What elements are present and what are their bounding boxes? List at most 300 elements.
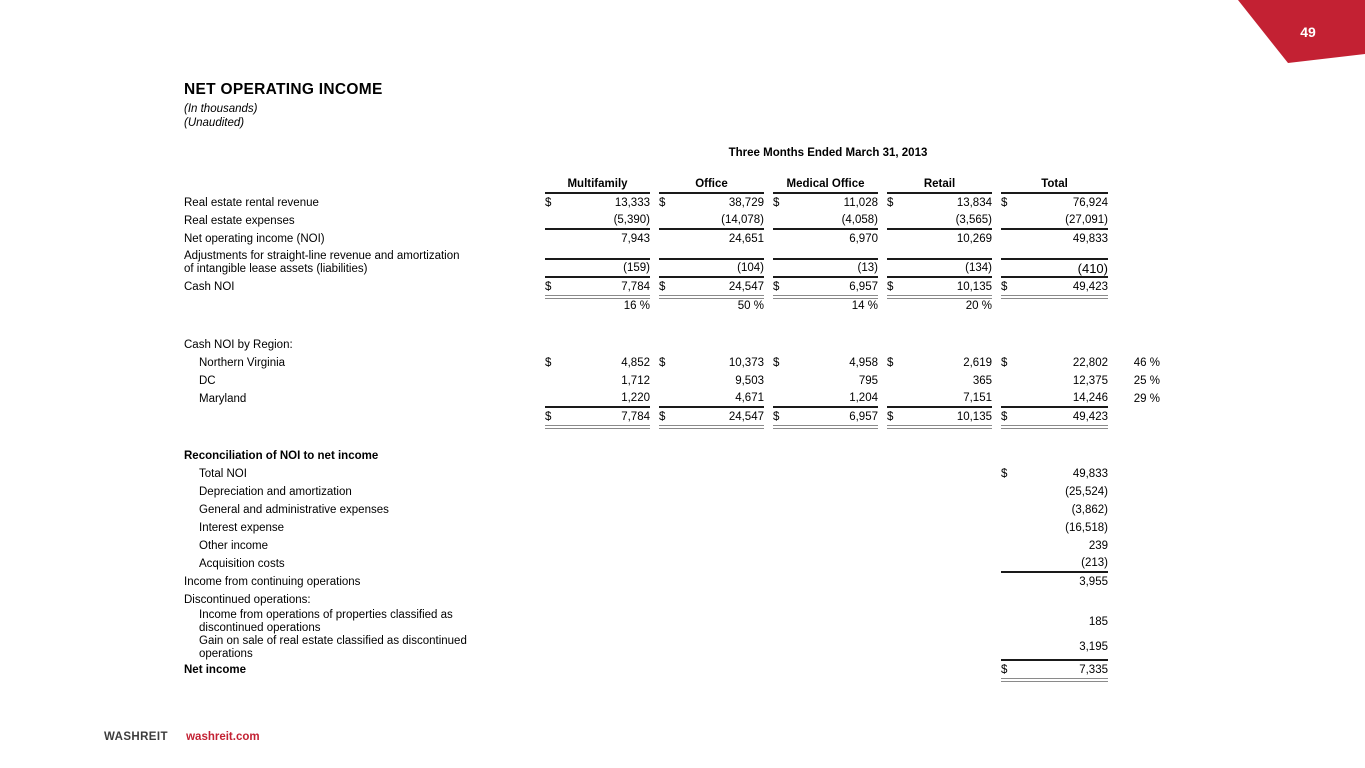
cell-value: 10,135 (956, 410, 992, 423)
money-cell (536, 354, 650, 372)
money-cell-box (773, 258, 878, 278)
dollar-sign: $ (545, 410, 552, 423)
money-cell-box (545, 212, 650, 230)
cell-value: 1,204 (849, 392, 878, 404)
column-header-cell (764, 176, 878, 194)
dollar-sign: $ (887, 197, 894, 209)
percent-value (1108, 408, 1160, 426)
money-cell (878, 519, 992, 537)
column-header-label: Office (695, 178, 728, 190)
money-cell (536, 465, 650, 483)
row-label: Net income (184, 663, 246, 676)
table-row (184, 591, 1160, 609)
money-cell (536, 501, 650, 519)
money-cell (536, 390, 650, 408)
money-cell (992, 336, 1108, 354)
money-cell (764, 555, 878, 573)
cell-value: 11,028 (843, 197, 878, 209)
cell-value: 49,833 (1072, 233, 1108, 245)
money-cell-box (659, 354, 764, 372)
table-row (184, 635, 1160, 661)
dollar-sign: $ (1001, 197, 1008, 209)
money-cell-box (1001, 465, 1108, 483)
column-header-label: Medical Office (786, 178, 865, 190)
money-cell-box (1001, 537, 1108, 555)
money-cell (536, 278, 650, 296)
row-label: DC (199, 374, 216, 387)
table-row (184, 555, 1160, 573)
dollar-sign: $ (659, 357, 666, 369)
money-cell-box (1001, 278, 1108, 296)
dollar-sign: $ (887, 410, 894, 423)
money-cell (650, 609, 764, 635)
money-cell (878, 573, 992, 591)
column-header-cell (878, 176, 992, 194)
money-cell (878, 408, 992, 426)
dollar-sign: $ (659, 197, 666, 209)
row-label: Maryland (199, 392, 247, 405)
money-cell-box (773, 354, 878, 372)
money-cell (536, 212, 650, 230)
money-cell (650, 336, 764, 354)
money-cell (992, 591, 1108, 609)
row-label (184, 248, 536, 278)
money-cell (536, 573, 650, 591)
cell-value: 185 (1088, 616, 1108, 628)
cell-value: (104) (737, 262, 764, 274)
table-row (184, 248, 1160, 278)
money-cell-box (545, 372, 650, 390)
money-cell (650, 230, 764, 248)
cell-value: (27,091) (1065, 214, 1108, 226)
money-cell-box (1001, 573, 1108, 591)
money-cell (878, 336, 992, 354)
row-label-line2: discontinued operations (199, 622, 321, 634)
money-cell-box (659, 212, 764, 230)
money-cell (764, 278, 878, 296)
cell-value: 3,195 (1079, 641, 1108, 653)
money-cell (992, 248, 1108, 278)
cell-value: (5,390) (613, 214, 650, 226)
money-cell (992, 212, 1108, 230)
money-cell (878, 555, 992, 573)
cell-value: 365 (972, 375, 992, 387)
table-row (184, 194, 1160, 212)
money-cell (878, 248, 992, 278)
row-label: Discontinued operations: (184, 593, 311, 606)
row-label-line2: operations (199, 648, 253, 660)
money-cell (764, 483, 878, 501)
money-cell (878, 354, 992, 372)
money-cell (650, 661, 764, 679)
cell-value: 20 % (965, 299, 992, 312)
money-cell-box (545, 230, 650, 248)
dollar-sign: $ (545, 357, 552, 369)
money-cell (764, 194, 878, 212)
row-label: Real estate expenses (184, 214, 295, 227)
percent-value (1108, 194, 1160, 212)
table-row (184, 483, 1160, 501)
cell-value: 6,957 (849, 410, 878, 423)
money-cell (878, 194, 992, 212)
page-footer (104, 731, 260, 743)
money-cell (764, 519, 878, 537)
money-cell (650, 212, 764, 230)
cell-value: 50 % (737, 299, 764, 312)
money-cell (764, 390, 878, 408)
row-label: Interest expense (199, 521, 285, 534)
page-number: 49 (1300, 24, 1316, 40)
cell-value: 795 (858, 375, 878, 387)
money-cell-box (659, 258, 764, 278)
money-cell (764, 372, 878, 390)
money-cell-box (1001, 408, 1108, 426)
money-cell (764, 230, 878, 248)
table-row (184, 465, 1160, 483)
money-cell (992, 447, 1108, 465)
money-cell (992, 555, 1108, 573)
cell-value: 2,619 (963, 357, 992, 369)
row-label: Reconciliation of NOI to net income (184, 449, 379, 462)
money-cell (878, 390, 992, 408)
money-cell-box (545, 390, 650, 408)
money-cell (878, 483, 992, 501)
money-cell (992, 230, 1108, 248)
money-cell-box (1001, 661, 1108, 679)
money-cell (650, 635, 764, 661)
footer-website-link[interactable]: washreit.com (186, 731, 260, 743)
percent-value (1108, 230, 1160, 248)
row-label: Acquisition costs (199, 557, 285, 570)
dollar-sign: $ (887, 357, 894, 369)
table-row (184, 501, 1160, 519)
money-cell-box (773, 212, 878, 230)
money-cell (650, 519, 764, 537)
cell-value: 16 % (623, 299, 650, 312)
money-cell-box (1001, 390, 1108, 408)
row-label: Net operating income (NOI) (184, 232, 325, 245)
cell-value: 10,269 (956, 233, 992, 245)
money-cell (764, 609, 878, 635)
dollar-sign: $ (773, 280, 780, 293)
money-cell (764, 336, 878, 354)
money-cell (536, 635, 650, 661)
money-cell (878, 591, 992, 609)
percent-value (1108, 483, 1160, 501)
money-cell-box (887, 212, 992, 230)
money-cell (992, 573, 1108, 591)
money-cell (536, 336, 650, 354)
cell-value: 13,834 (956, 197, 992, 209)
money-cell (992, 519, 1108, 537)
cell-value: 9,503 (735, 375, 764, 387)
table-row (184, 609, 1160, 635)
money-cell (536, 591, 650, 609)
money-cell-box (887, 194, 992, 212)
money-cell (878, 501, 992, 519)
money-cell (878, 447, 992, 465)
money-cell-box (1001, 519, 1108, 537)
column-header (545, 176, 650, 194)
cell-value: 7,784 (621, 410, 650, 423)
money-cell (878, 537, 992, 555)
cell-value: 6,957 (849, 280, 878, 293)
dollar-sign: $ (773, 410, 780, 423)
percent-value: 46 % (1133, 357, 1160, 369)
money-cell (764, 212, 878, 230)
money-cell (992, 372, 1108, 390)
cell-value: 12,375 (1072, 375, 1108, 387)
cell-value: 4,671 (735, 392, 764, 404)
subtitle-in-thousands: (In thousands) (184, 103, 258, 115)
money-cell (650, 408, 764, 426)
row-label: Total NOI (199, 467, 247, 480)
cell-value: 24,651 (728, 233, 764, 245)
cell-value: (213) (1081, 557, 1108, 569)
money-cell-box (545, 278, 650, 296)
cell-value: 7,943 (621, 233, 650, 245)
money-cell (650, 483, 764, 501)
money-cell-box (659, 408, 764, 426)
percent-value (1108, 296, 1160, 315)
table-row (184, 573, 1160, 591)
table-row (184, 661, 1160, 679)
money-cell (536, 661, 650, 679)
cell-value: 49,423 (1072, 410, 1108, 423)
money-cell-box (887, 408, 992, 426)
percent-header-spacer (1108, 176, 1160, 194)
money-cell (536, 248, 650, 278)
cell-value: (25,524) (1065, 486, 1108, 498)
column-header (659, 176, 764, 194)
money-cell (992, 635, 1108, 661)
money-cell-box (887, 354, 992, 372)
row-label-line1: Adjustments for straight-line revenue and amortization (184, 250, 460, 262)
money-cell (992, 408, 1108, 426)
money-cell (650, 248, 764, 278)
money-cell (764, 501, 878, 519)
money-cell-box (545, 354, 650, 372)
table-row (184, 354, 1160, 372)
money-cell (536, 555, 650, 573)
money-cell-box (773, 230, 878, 248)
money-cell (650, 390, 764, 408)
money-cell (536, 519, 650, 537)
money-cell-box (545, 408, 650, 426)
dollar-sign: $ (545, 280, 552, 293)
money-cell (764, 465, 878, 483)
percent-value (1108, 573, 1160, 591)
table-row (184, 447, 1160, 465)
dollar-sign: $ (773, 197, 780, 209)
money-cell (878, 212, 992, 230)
table-row (184, 519, 1160, 537)
money-cell-box (773, 278, 878, 296)
percent-value (1108, 591, 1160, 609)
dollar-sign: $ (659, 280, 666, 293)
cell-value: (14,078) (721, 214, 764, 226)
money-cell (536, 194, 650, 212)
row-label: Other income (199, 539, 269, 552)
percent-value: 29 % (1133, 393, 1160, 405)
subtitle-unaudited: (Unaudited) (184, 117, 245, 129)
money-cell (650, 537, 764, 555)
money-cell (878, 372, 992, 390)
money-cell-box (659, 278, 764, 296)
money-cell (992, 483, 1108, 501)
money-cell (536, 372, 650, 390)
row-label (184, 635, 536, 661)
cell-value: 14 % (851, 299, 878, 312)
percent-value (1108, 278, 1160, 296)
cell-value: (13) (857, 262, 878, 274)
cell-value: 7,335 (1079, 663, 1108, 676)
row-label: Cash NOI by Region: (184, 338, 293, 351)
row-label: Real estate rental revenue (184, 196, 319, 209)
money-cell (878, 609, 992, 635)
money-cell (992, 390, 1108, 408)
money-cell-box (545, 258, 650, 278)
dollar-sign: $ (659, 410, 666, 423)
money-cell (650, 501, 764, 519)
cell-value: 7,784 (621, 280, 650, 293)
percent-value (1108, 537, 1160, 555)
percent-value (1108, 465, 1160, 483)
row-label: Northern Virginia (199, 356, 286, 369)
money-cell-box (1001, 354, 1108, 372)
percent-value (1108, 555, 1160, 573)
column-header-cell (536, 176, 650, 194)
title-block (184, 81, 383, 130)
cell-value: 49,423 (1072, 280, 1108, 293)
row-label (184, 296, 536, 315)
money-cell (536, 609, 650, 635)
row-label (184, 609, 536, 635)
dollar-sign: $ (1001, 410, 1008, 423)
cell-value: (16,518) (1065, 522, 1108, 534)
money-cell (650, 573, 764, 591)
cell-value: (3,862) (1071, 504, 1108, 516)
column-header-label: Retail (923, 178, 956, 190)
money-cell-box (659, 194, 764, 212)
money-cell-box (887, 230, 992, 248)
column-header-row (184, 176, 1160, 194)
period-header: Three Months Ended March 31, 2013 (728, 147, 928, 159)
column-header (1001, 176, 1108, 194)
money-cell (992, 661, 1108, 679)
cell-value: 24,547 (728, 410, 764, 423)
money-cell (992, 609, 1108, 635)
row-spacer (184, 315, 1160, 336)
money-cell-box (1001, 230, 1108, 248)
money-cell-box (1001, 609, 1108, 635)
table-row (184, 408, 1160, 426)
money-cell (878, 465, 992, 483)
money-cell-box (773, 408, 878, 426)
cell-value: (134) (965, 262, 992, 274)
money-cell-box (1001, 501, 1108, 519)
money-cell (650, 278, 764, 296)
column-header-spacer (184, 176, 536, 194)
money-cell (764, 248, 878, 278)
money-cell (536, 483, 650, 501)
column-header-label: Multifamily (567, 178, 628, 190)
cell-value: (410) (1077, 260, 1108, 276)
row-label-line2: of intangible lease assets (liabilities) (184, 263, 368, 275)
money-cell-box (1001, 372, 1108, 390)
money-cell (650, 555, 764, 573)
percent-value (1108, 336, 1160, 354)
cell-value: 6,970 (849, 233, 878, 245)
cell-value: 4,852 (621, 357, 650, 369)
row-spacer (184, 426, 1160, 447)
table-body (184, 176, 1160, 679)
cell-value: 24,547 (728, 280, 764, 293)
money-cell-box (659, 372, 764, 390)
cell-value: 49,833 (1072, 468, 1108, 480)
money-cell (650, 372, 764, 390)
money-cell-box (773, 194, 878, 212)
money-cell-box (887, 372, 992, 390)
dollar-sign: $ (1001, 280, 1008, 293)
money-cell (764, 537, 878, 555)
money-cell-box (1001, 635, 1108, 661)
row-label (184, 408, 536, 426)
column-header-cell (650, 176, 764, 194)
cell-value: 76,924 (1072, 197, 1108, 209)
percent-value: 25 % (1133, 375, 1160, 387)
money-cell-box (545, 194, 650, 212)
money-cell (650, 447, 764, 465)
percent-value (1108, 212, 1160, 230)
money-cell (992, 537, 1108, 555)
table-row (184, 230, 1160, 248)
money-cell-box (887, 278, 992, 296)
percent-value (1108, 609, 1160, 635)
money-cell (764, 408, 878, 426)
money-cell-box (1001, 194, 1108, 212)
money-cell (878, 278, 992, 296)
row-label-line1: Gain on sale of real estate classified as discontinued (199, 635, 467, 647)
percent-value (1108, 501, 1160, 519)
column-header (773, 176, 878, 194)
row-label-line1: Income from operations of properties classified as (199, 609, 453, 621)
cell-value: 22,802 (1072, 357, 1108, 369)
money-cell-box (659, 230, 764, 248)
column-header-label: Total (1041, 178, 1068, 190)
table-row (184, 390, 1160, 408)
row-label: Cash NOI (184, 280, 235, 293)
footer-brand: WASHREIT (104, 731, 168, 743)
percent-value (1108, 447, 1160, 465)
money-cell-box (1001, 212, 1108, 230)
table-row (184, 372, 1160, 390)
money-cell (650, 591, 764, 609)
column-header (887, 176, 992, 194)
money-cell-box (1001, 555, 1108, 573)
money-cell-box (1001, 483, 1108, 501)
percent-value (1108, 248, 1160, 278)
cell-value: (159) (623, 262, 650, 274)
money-cell (650, 194, 764, 212)
money-cell (764, 661, 878, 679)
money-cell (992, 465, 1108, 483)
money-cell (650, 354, 764, 372)
cell-value: 3,955 (1079, 576, 1108, 588)
percent-value (1108, 661, 1160, 679)
money-cell (650, 465, 764, 483)
page-corner-ribbon (0, 0, 1365, 80)
